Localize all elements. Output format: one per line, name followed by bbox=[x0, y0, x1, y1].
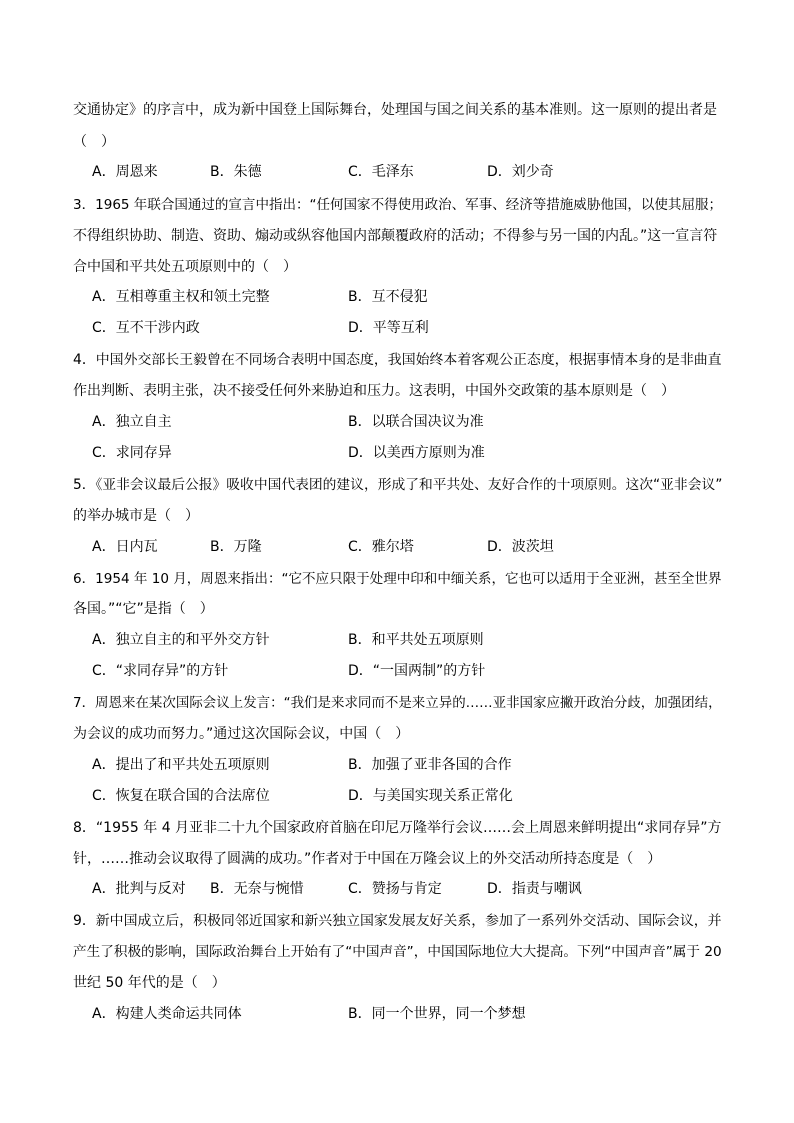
q5-option-c: C．雅尔塔 bbox=[348, 539, 414, 555]
q6-option-a: A．独立自主的和平外交方针 bbox=[92, 632, 270, 648]
q4-option-b: B．以联合国决议为准 bbox=[348, 414, 484, 430]
q8-stem-line-1: 8．“1955 年 4 月亚非二十九个国家政府首脑在印尼万隆举行会议……会上周恩来鲜明提出“求同存异”方 bbox=[73, 820, 722, 836]
q6-stem-line-2: 各国。”“它”是指（ ） bbox=[73, 601, 214, 617]
q3-stem-line-1: 3．1965 年联合国通过的宣言中指出：“任何国家不得使用政治、军事、经济等措施威胁他国，以使其屈服； bbox=[73, 197, 722, 213]
q4-stem-line-1: 4．中国外交部长王毅曾在不同场合表明中国态度，我国始终本着客观公正态度，根据事情本身的是非曲直 bbox=[73, 352, 722, 368]
q9-stem-line-2: 产生了积极的影响，国际政治舞台上开始有了“中国声音”，中国国际地位大大提高。下列“中国声音”属于 20 bbox=[73, 944, 722, 960]
q4-stem-line-2: 作出判断、表明主张，决不接受任何外来胁迫和压力。这表明，中国外交政策的基本原则是（ ） bbox=[73, 383, 675, 399]
q3-stem-line-2: 不得组织协助、制造、资助、煽动或纵容他国内部颠覆政府的活动；不得参与另一国的内乱。”这一宣言符 bbox=[73, 228, 718, 244]
q6-stem-line-1: 6．1954 年 10 月，周恩来指出：“它不应只限于处理中印和中缅关系，它也可以适用于全亚洲，甚至全世界 bbox=[73, 571, 722, 587]
q5-option-d: D．波茨坦 bbox=[487, 539, 554, 555]
q8-option-b: B．无奈与惋惜 bbox=[210, 881, 304, 897]
q5-stem-line-2: 的举办城市是（ ） bbox=[73, 508, 199, 524]
q4-option-c: C．求同存异 bbox=[92, 445, 172, 461]
q4-option-a: A．独立自主 bbox=[92, 414, 172, 430]
q8-option-a: A．批判与反对 bbox=[92, 881, 186, 897]
q7-option-b: B．加强了亚非各国的合作 bbox=[348, 757, 512, 773]
q4-option-d: D．以美西方原则为准 bbox=[348, 445, 485, 461]
q9-stem-line-1: 9．新中国成立后，积极同邻近国家和新兴独立国家发展友好关系，参加了一系列外交活动、国际会议，并 bbox=[73, 913, 722, 929]
q9-stem-line-3: 世纪 50 年代的是（ ） bbox=[73, 975, 226, 991]
q5-option-a: A．日内瓦 bbox=[92, 539, 158, 555]
q7-stem-line-2: 为会议的成功而努力。”通过这次国际会议，中国（ ） bbox=[73, 726, 410, 742]
q8-stem-line-2: 针，……推动会议取得了圆满的成功。”作者对于中国在万隆会议上的外交活动所持态度是（ ） bbox=[73, 851, 662, 867]
q5-option-b: B．万隆 bbox=[210, 539, 262, 555]
q6-option-b: B．和平共处五项原则 bbox=[348, 632, 484, 648]
q8-option-c: C．赞扬与肯定 bbox=[348, 881, 442, 897]
q2-option-c: C．毛泽东 bbox=[348, 164, 414, 180]
q6-option-c: C．“求同存异”的方针 bbox=[92, 663, 229, 679]
q3-stem-line-3: 合中国和平共处五项原则中的（ ） bbox=[73, 259, 297, 275]
q7-option-d: D．与美国实现关系正常化 bbox=[348, 788, 513, 804]
q9-option-a: A．构建人类命运共同体 bbox=[92, 1006, 242, 1022]
q3-option-c: C．互不干涉内政 bbox=[92, 320, 200, 336]
q8-option-d: D．指责与嘲讽 bbox=[487, 881, 582, 897]
q6-option-d: D．“一国两制”的方针 bbox=[348, 663, 486, 679]
q2-stem-line-2: （ ） bbox=[73, 134, 115, 150]
q3-option-b: B．互不侵犯 bbox=[348, 289, 428, 305]
q3-option-a: A．互相尊重主权和领土完整 bbox=[92, 289, 270, 305]
q2-option-b: B．朱德 bbox=[210, 164, 262, 180]
q7-stem-line-1: 7．周恩来在某次国际会议上发言：“我们是来求同而不是来立异的……亚非国家应撇开政治分歧，加强团结， bbox=[73, 695, 722, 711]
q3-option-d: D．平等互利 bbox=[348, 320, 429, 336]
q2-option-a: A．周恩来 bbox=[92, 164, 158, 180]
q2-option-d: D．刘少奇 bbox=[487, 164, 554, 180]
q9-option-b: B．同一个世界，同一个梦想 bbox=[348, 1006, 526, 1022]
q7-option-a: A．提出了和平共处五项原则 bbox=[92, 757, 270, 773]
q5-stem-line-1: 5．《亚非会议最后公报》吸收中国代表团的建议，形成了和平共处、友好合作的十项原则。这次“亚非会议” bbox=[73, 477, 723, 493]
q7-option-c: C．恢复在联合国的合法席位 bbox=[92, 788, 270, 804]
q2-stem-line-1: 交通协定》的序言中，成为新中国登上国际舞台，处理国与国之间关系的基本准则。这一原则的提出者是 bbox=[73, 102, 717, 118]
